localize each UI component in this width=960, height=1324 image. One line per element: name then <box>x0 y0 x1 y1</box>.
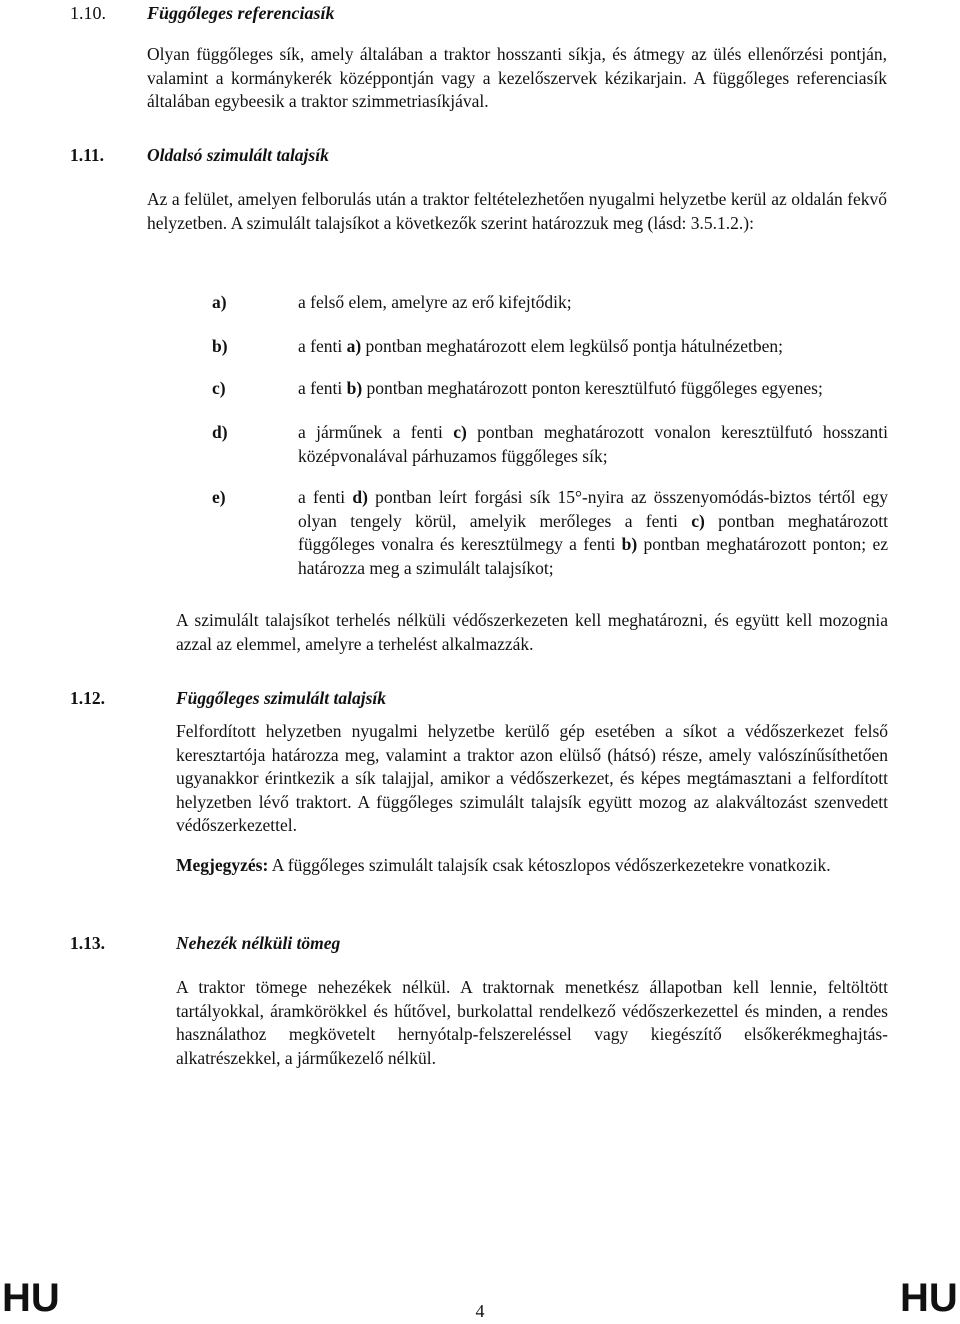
item-label: a) <box>212 292 227 312</box>
note-label: Megjegyzés: <box>176 855 269 875</box>
section-1-12-note <box>176 854 888 878</box>
item-text: a felső elem, amelyre az erő kifejtődik; <box>298 292 572 312</box>
section-1-13-title: Nehezék nélküli tömeg <box>176 933 341 953</box>
item-label: b) <box>212 336 228 356</box>
section-1-11-closing: A szimulált talajsíkot terhelés nélküli védőszerkezeten kell meghatározni, és együtt kell mozognia azzal az elemmel, amelyre a terhelést alkalmazzák. <box>176 610 888 654</box>
item-label: d) <box>212 422 228 442</box>
footer-left-language-code: HU <box>2 1276 60 1320</box>
footer-right-language-code: HU <box>900 1276 958 1320</box>
section-1-12-paragraph: Felfordított helyzetben nyugalmi helyzetbe kerülő gép esetében a síkot a védőszerkezet felső keresztartója határozza meg, valamint a traktor azon elülső (hátsó) része, amely valószínűsíthetően ugyanakkor érintkezik a sík talajjal, amikor a védőszerkezet, és képes megtámasztani a felfordított helyzetben lévő traktort. A függőleges szimulált talajsík együtt mozog az alakváltozást szenvedett védőszerkezettel. <box>176 721 888 835</box>
section-1-12-number: 1.12. <box>70 688 105 708</box>
section-1-11-paragraph: Az a felület, amelyen felborulás után a traktor feltételezhetően nyugalmi helyzetbe kerül az oldalán fekvő helyzetben. A szimulált talajsíkot a következők szerint határozzuk meg (lásd: 3.5.1.2.): <box>147 189 887 233</box>
item-text: a járműnek a fenti c) pontban meghatározott vonalon keresztülfutó hosszanti középvonalával párhuzamos függőleges sík; <box>298 422 888 466</box>
section-1-10-number: 1.10. <box>70 3 106 23</box>
section-1-13-paragraph: A traktor tömege nehezékek nélkül. A traktornak menetkész állapotban kell lennie, feltöltött tartályokkal, áramkörökkel és hűtővel, burkolattal rendelkező védőszerkezettel és minden, a rendes használathoz megkövetelt hernyótalp-felszereléssel vagy kiegészítő elsőkerékmeghajtás-alkatrészekkel, a járműkezelő nélkül. <box>176 977 888 1068</box>
item-label: c) <box>212 378 226 398</box>
section-1-12-title: Függőleges szimulált talajsík <box>176 688 387 708</box>
section-1-11-number: 1.11. <box>70 145 105 165</box>
item-text: a fenti d) pontban leírt forgási sík 15°-nyira az összenyomódás-biztos tértől egy olyan tengely körül, amelyik merőleges a fenti c) pontban meghatározott függőleges vonalra és keresztülmegy a fenti b) pontban meghatározott ponton; ez határozza meg a szimulált talajsíkot; <box>298 487 889 578</box>
section-1-10-paragraph: Olyan függőleges sík, amely általában a traktor hosszanti síkja, és átmegy az ülés ellenőrzési pontján, valamint a kormánykerék középpontján vagy a kezelőszervek kézikarjain. A függőleges referenciasík általában egybeesik a traktor szimmetriasíkjával. <box>147 44 887 111</box>
section-1-10-title: Függőleges referenciasík <box>147 3 335 23</box>
section-1-13-number: 1.13. <box>70 933 105 953</box>
page-number: 4 <box>475 1301 485 1321</box>
item-text: a fenti a) pontban meghatározott elem legkülső pontja hátulnézetben; <box>298 336 783 356</box>
section-1-11-title: Oldalsó szimulált talajsík <box>147 145 329 165</box>
item-label: e) <box>212 487 226 507</box>
item-text: a fenti b) pontban meghatározott ponton keresztülfutó függőleges egyenes; <box>298 378 823 398</box>
note-text: A függőleges szimulált talajsík csak kétoszlopos védőszerkezetekre vonatkozik. <box>268 855 831 875</box>
